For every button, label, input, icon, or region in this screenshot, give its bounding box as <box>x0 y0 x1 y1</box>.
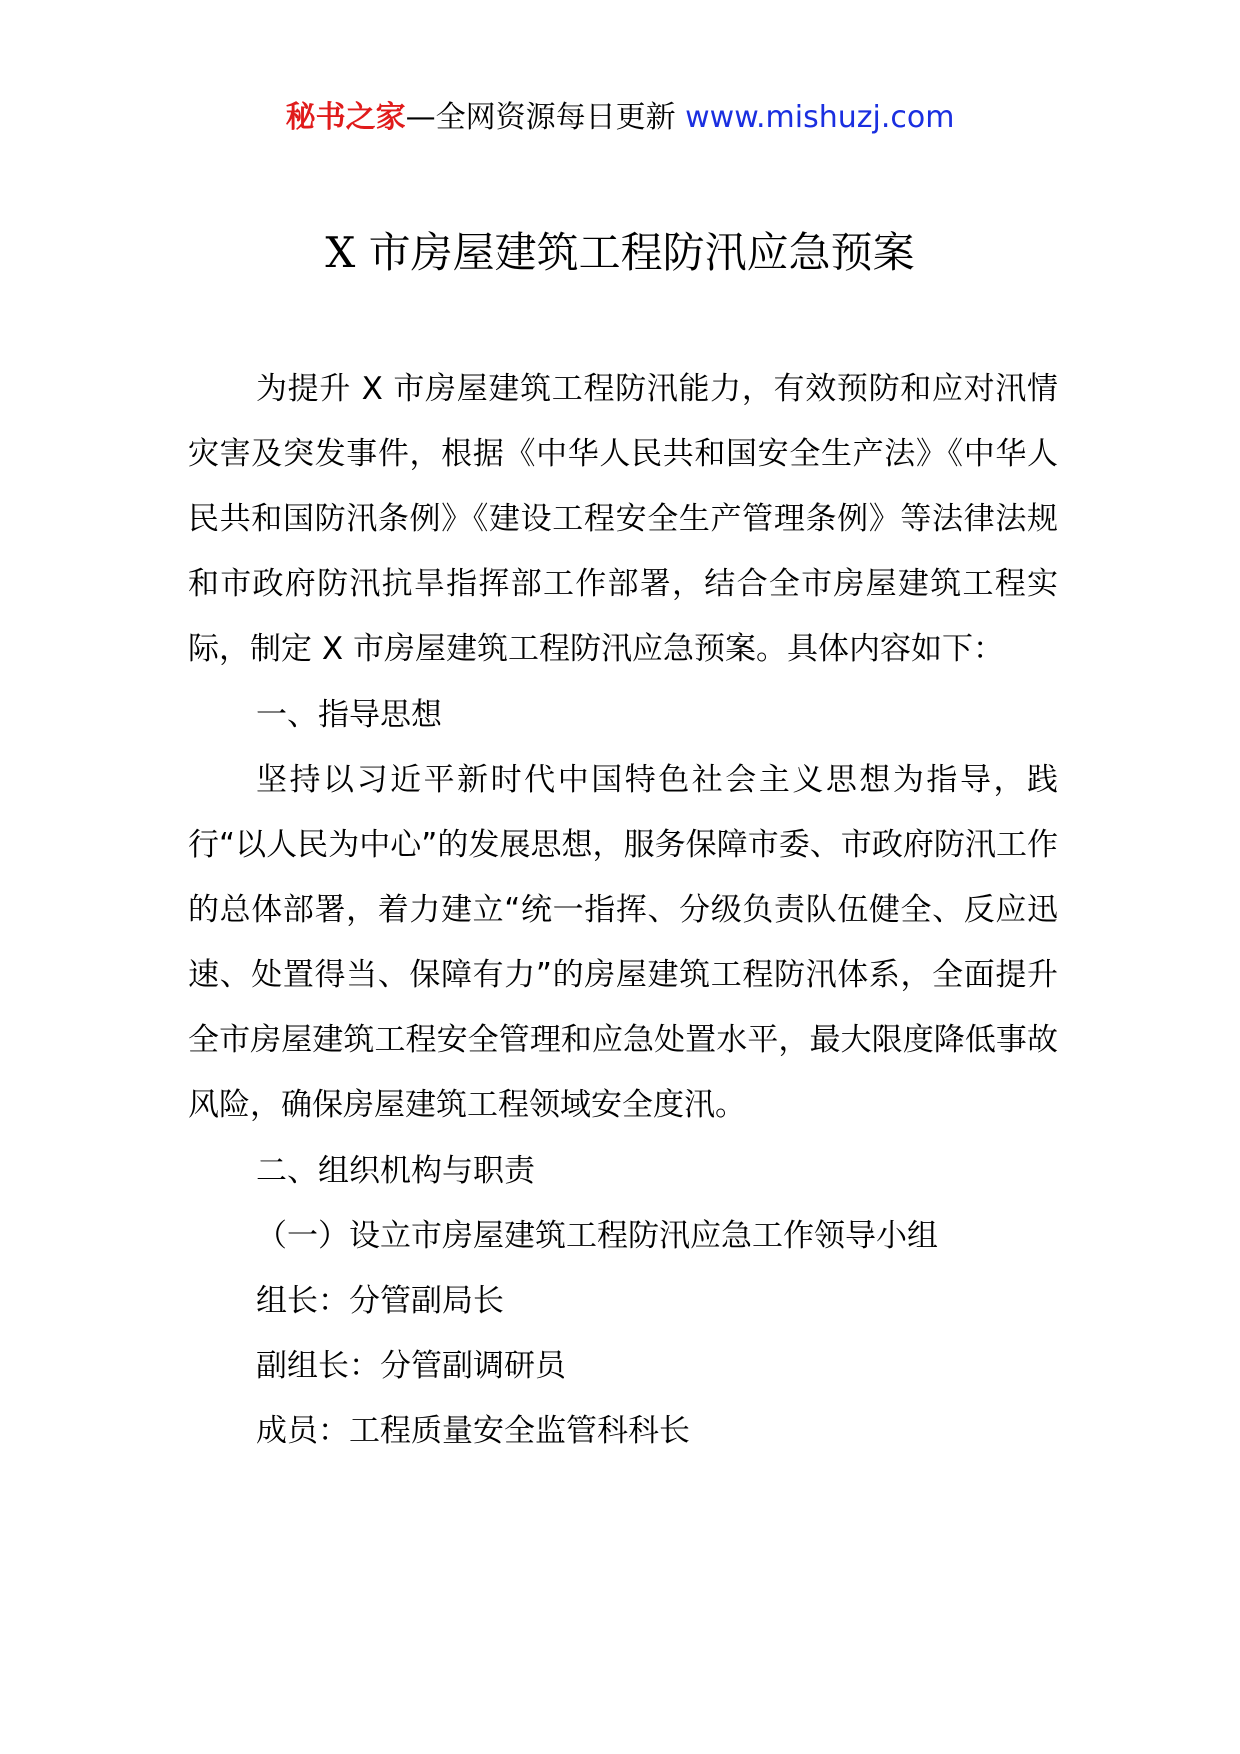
section-heading-organization: 二、组织机构与职责 <box>256 1153 535 1189</box>
page-header <box>0 98 1240 138</box>
subsection-heading-leading-group: （一）设立市房屋建筑工程防汛应急工作领导小组 <box>256 1218 938 1254</box>
header-site-link[interactable]: www.mishuzj.com <box>685 100 955 135</box>
document-body <box>188 357 1058 1464</box>
header-brand: 秘书之家 <box>285 100 406 135</box>
intro-paragraph: 为提升 X 市房屋建筑工程防汛能力，有效预防和应对汛情灾害及突发事件，根据《中华人民共和国安全生产法》《中华人民共和国防汛条例》《建设工程安全生产管理条例》等法律法规和市政府防汛抗旱指挥部工作部署，结合全市房屋建筑工程实际，制定 X 市房屋建筑工程防汛应急预案。具体内容如下： <box>188 371 1058 667</box>
members-line: 成员：工程质量安全监管科科长 <box>256 1413 690 1449</box>
document-title: X 市房屋建筑工程防汛应急预案 <box>325 228 915 277</box>
guiding-ideology-paragraph: 坚持以习近平新时代中国特色社会主义思想为指导，践行“以人民为中心”的发展思想，服务保障市委、市政府防汛工作的总体部署，着力建立“统一指挥、分级负责队伍健全、反应迅速、处置得当、保障有力”的房屋建筑工程防汛体系，全面提升全市房屋建筑工程安全管理和应急处置水平，最大限度降低事故风险，确保房屋建筑工程领域安全度汛。 <box>188 762 1058 1123</box>
section-heading-guiding-ideology: 一、指导思想 <box>256 697 442 733</box>
header-tagline: —全网资源每日更新 <box>405 100 686 135</box>
group-leader-line: 组长：分管副局长 <box>256 1283 504 1319</box>
deputy-leader-line: 副组长：分管副调研员 <box>256 1348 566 1384</box>
